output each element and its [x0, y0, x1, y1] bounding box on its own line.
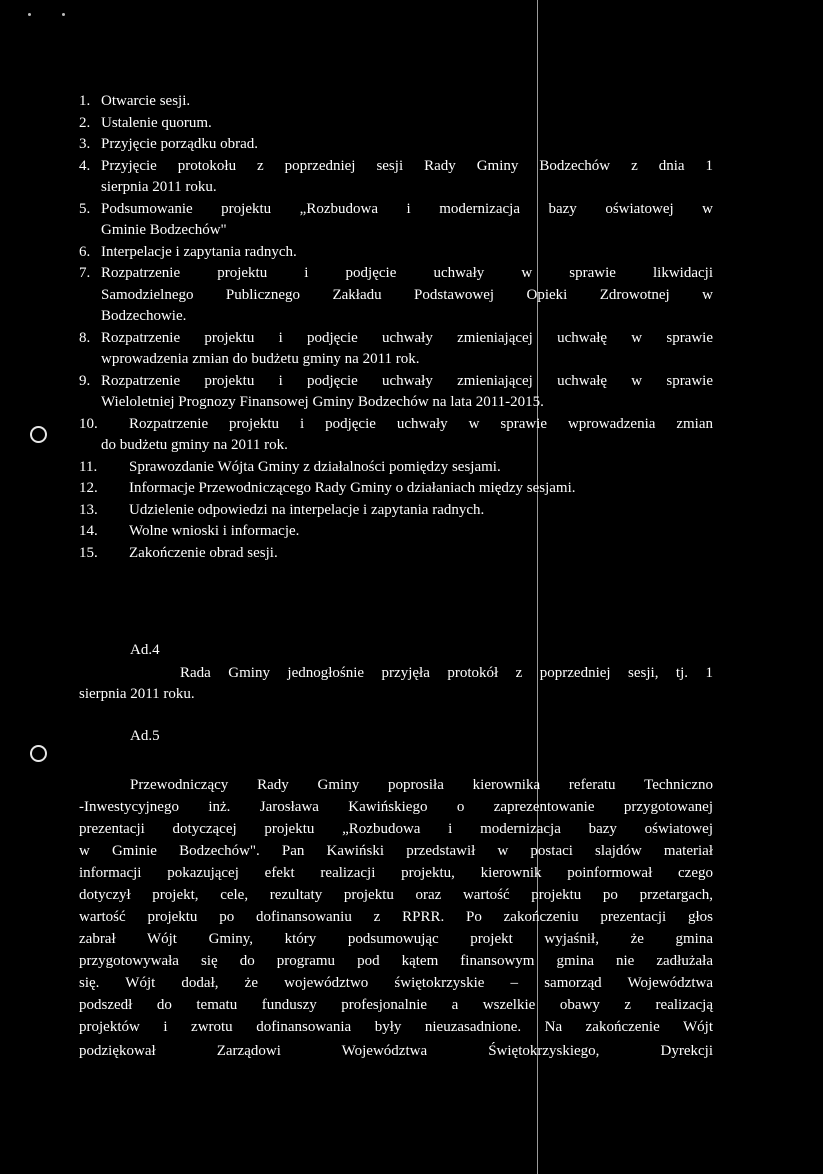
paragraph-line: podszedł do tematu funduszy profesjonalnie a wszelkie obawy z realizacją	[79, 997, 713, 1013]
agenda-item	[79, 156, 713, 178]
paragraph-line: się. Wójt dodał, że województwo świętokrzyskie – samorząd Województwa	[79, 975, 713, 991]
punch-hole-icon	[30, 426, 47, 443]
paragraph-line: Przewodniczący Rady Gminy poprosiła kierownika referatu Techniczno	[130, 777, 713, 793]
paragraph-line: wartość projektu po dofinansowaniu z RPRR. Po zakończeniu prezentacji głos	[79, 909, 713, 925]
agenda-num: 3.	[79, 136, 91, 152]
agenda-item	[79, 242, 713, 264]
agenda-text: Otwarcie sesji.	[101, 93, 191, 109]
section-heading: Ad.5	[130, 728, 160, 744]
agenda-item	[79, 113, 713, 135]
paragraph-line: w Gminie Bodzechów". Pan Kawiński przedstawił w postaci slajdów materiał	[79, 843, 713, 859]
agenda-text: Sprawozdanie Wójta Gminy z działalności pomiędzy sesjami.	[129, 458, 501, 475]
agenda-item	[79, 91, 713, 113]
agenda-text: Udzielenie odpowiedzi na interpelacje i zapytania radnych.	[129, 501, 485, 518]
paragraph-line: projektów i zwrotu dofinansowania były nieuzasadnione. Na zakończenie Wójt	[79, 1019, 713, 1035]
agenda-num: 5.	[79, 200, 91, 217]
agenda-item	[79, 457, 713, 479]
agenda-item	[79, 134, 713, 156]
section-heading: Ad.4	[130, 642, 160, 658]
paragraph-line: sierpnia 2011 roku.	[79, 686, 195, 702]
agenda-item	[79, 263, 713, 285]
agenda-num: 1.	[79, 93, 91, 109]
agenda-text: Zakończenie obrad sesji.	[129, 544, 278, 561]
speck-mark	[28, 13, 31, 16]
paragraph-line: przygotowywała się do programu pod kątem finansowym gmina nie zadłużała	[79, 953, 713, 969]
agenda-text: Rozpatrzenie projektu i podjęcie uchwały zmieniającej uchwałę w sprawie	[101, 329, 713, 346]
agenda-item	[79, 521, 713, 543]
agenda-text-cont: do budżetu gminy na 2011 rok.	[101, 437, 288, 453]
agenda-item	[79, 328, 713, 350]
paragraph-line: dotyczył projekt, cele, rezultaty projektu oraz wartość projektu po przetargach,	[79, 887, 713, 903]
agenda-num: 14.	[79, 523, 98, 539]
paragraph-line: zabrał Wójt Gminy, który podsumowując projekt wyjaśnił, że gmina	[79, 931, 713, 947]
agenda-text: Rozpatrzenie projektu i podjęcie uchwały zmieniającej uchwałę w sprawie	[101, 372, 713, 389]
agenda-item	[79, 543, 713, 565]
agenda-num: 10.	[79, 415, 98, 432]
agenda-text-cont: wprowadzenia zmian do budżetu gminy na 2011 rok.	[101, 351, 420, 367]
agenda-num: 2.	[79, 114, 91, 131]
agenda-num: 4.	[79, 157, 91, 174]
agenda-text: Podsumowanie projektu „Rozbudowa i modernizacja bazy oświatowej w	[101, 200, 713, 217]
paragraph-line: Rada Gminy jednogłośnie przyjęła protokół z poprzedniej sesji, tj. 1	[180, 665, 713, 681]
paragraph-line: prezentacji dotyczącej projektu „Rozbudowa i modernizacja bazy oświatowej	[79, 821, 713, 837]
paragraph-line: podziękował Zarządowi Województwa Świętokrzyskiego, Dyrekcji	[79, 1043, 713, 1059]
agenda-num: 7.	[79, 265, 91, 281]
speck-mark	[62, 13, 65, 16]
agenda-list	[79, 91, 713, 564]
agenda-text-cont: Samodzielnego Publicznego Zakładu Podstawowej Opieki Zdrowotnej w	[101, 286, 713, 303]
agenda-item	[79, 414, 713, 436]
agenda-item	[79, 478, 713, 500]
agenda-text: Informacje Przewodniczącego Rady Gminy o działaniach między sesjami.	[129, 480, 576, 496]
agenda-text: Rozpatrzenie projektu i podjęcie uchwały w sprawie likwidacji	[101, 265, 713, 281]
punch-hole-icon	[30, 745, 47, 762]
agenda-text: Rozpatrzenie projektu i podjęcie uchwały w sprawie wprowadzenia zmian	[129, 415, 713, 432]
paragraph-line: informacji pokazującej efekt realizacji projektu, kierownik poinformował czego	[79, 865, 713, 881]
agenda-item	[79, 500, 713, 522]
agenda-text: Interpelacje i zapytania radnych.	[101, 243, 297, 260]
agenda-num: 15.	[79, 544, 98, 561]
agenda-item	[79, 199, 713, 221]
agenda-text-cont: Wieloletniej Prognozy Finansowej Gminy Bodzechów na lata 2011-2015.	[101, 394, 544, 410]
agenda-text-cont: Bodzechowie.	[101, 308, 187, 324]
agenda-text-cont: Gminie Bodzechów"	[101, 222, 227, 238]
agenda-text: Przyjęcie protokołu z poprzedniej sesji Rady Gminy Bodzechów z dnia 1	[101, 157, 713, 174]
agenda-item	[79, 371, 713, 393]
agenda-num: 8.	[79, 329, 91, 346]
paragraph-line: -Inwestycyjnego inż. Jarosława Kawińskiego o zaprezentowanie przygotowanej	[79, 799, 713, 815]
agenda-num: 11.	[79, 458, 98, 475]
agenda-num: 13.	[79, 501, 98, 518]
agenda-num: 9.	[79, 372, 91, 389]
agenda-text: Wolne wnioski i informacje.	[129, 523, 300, 539]
agenda-text: Ustalenie quorum.	[101, 114, 212, 131]
agenda-num: 12.	[79, 480, 98, 496]
agenda-num: 6.	[79, 243, 91, 260]
agenda-text: Przyjęcie porządku obrad.	[101, 136, 259, 152]
agenda-text-cont: sierpnia 2011 roku.	[101, 179, 217, 195]
